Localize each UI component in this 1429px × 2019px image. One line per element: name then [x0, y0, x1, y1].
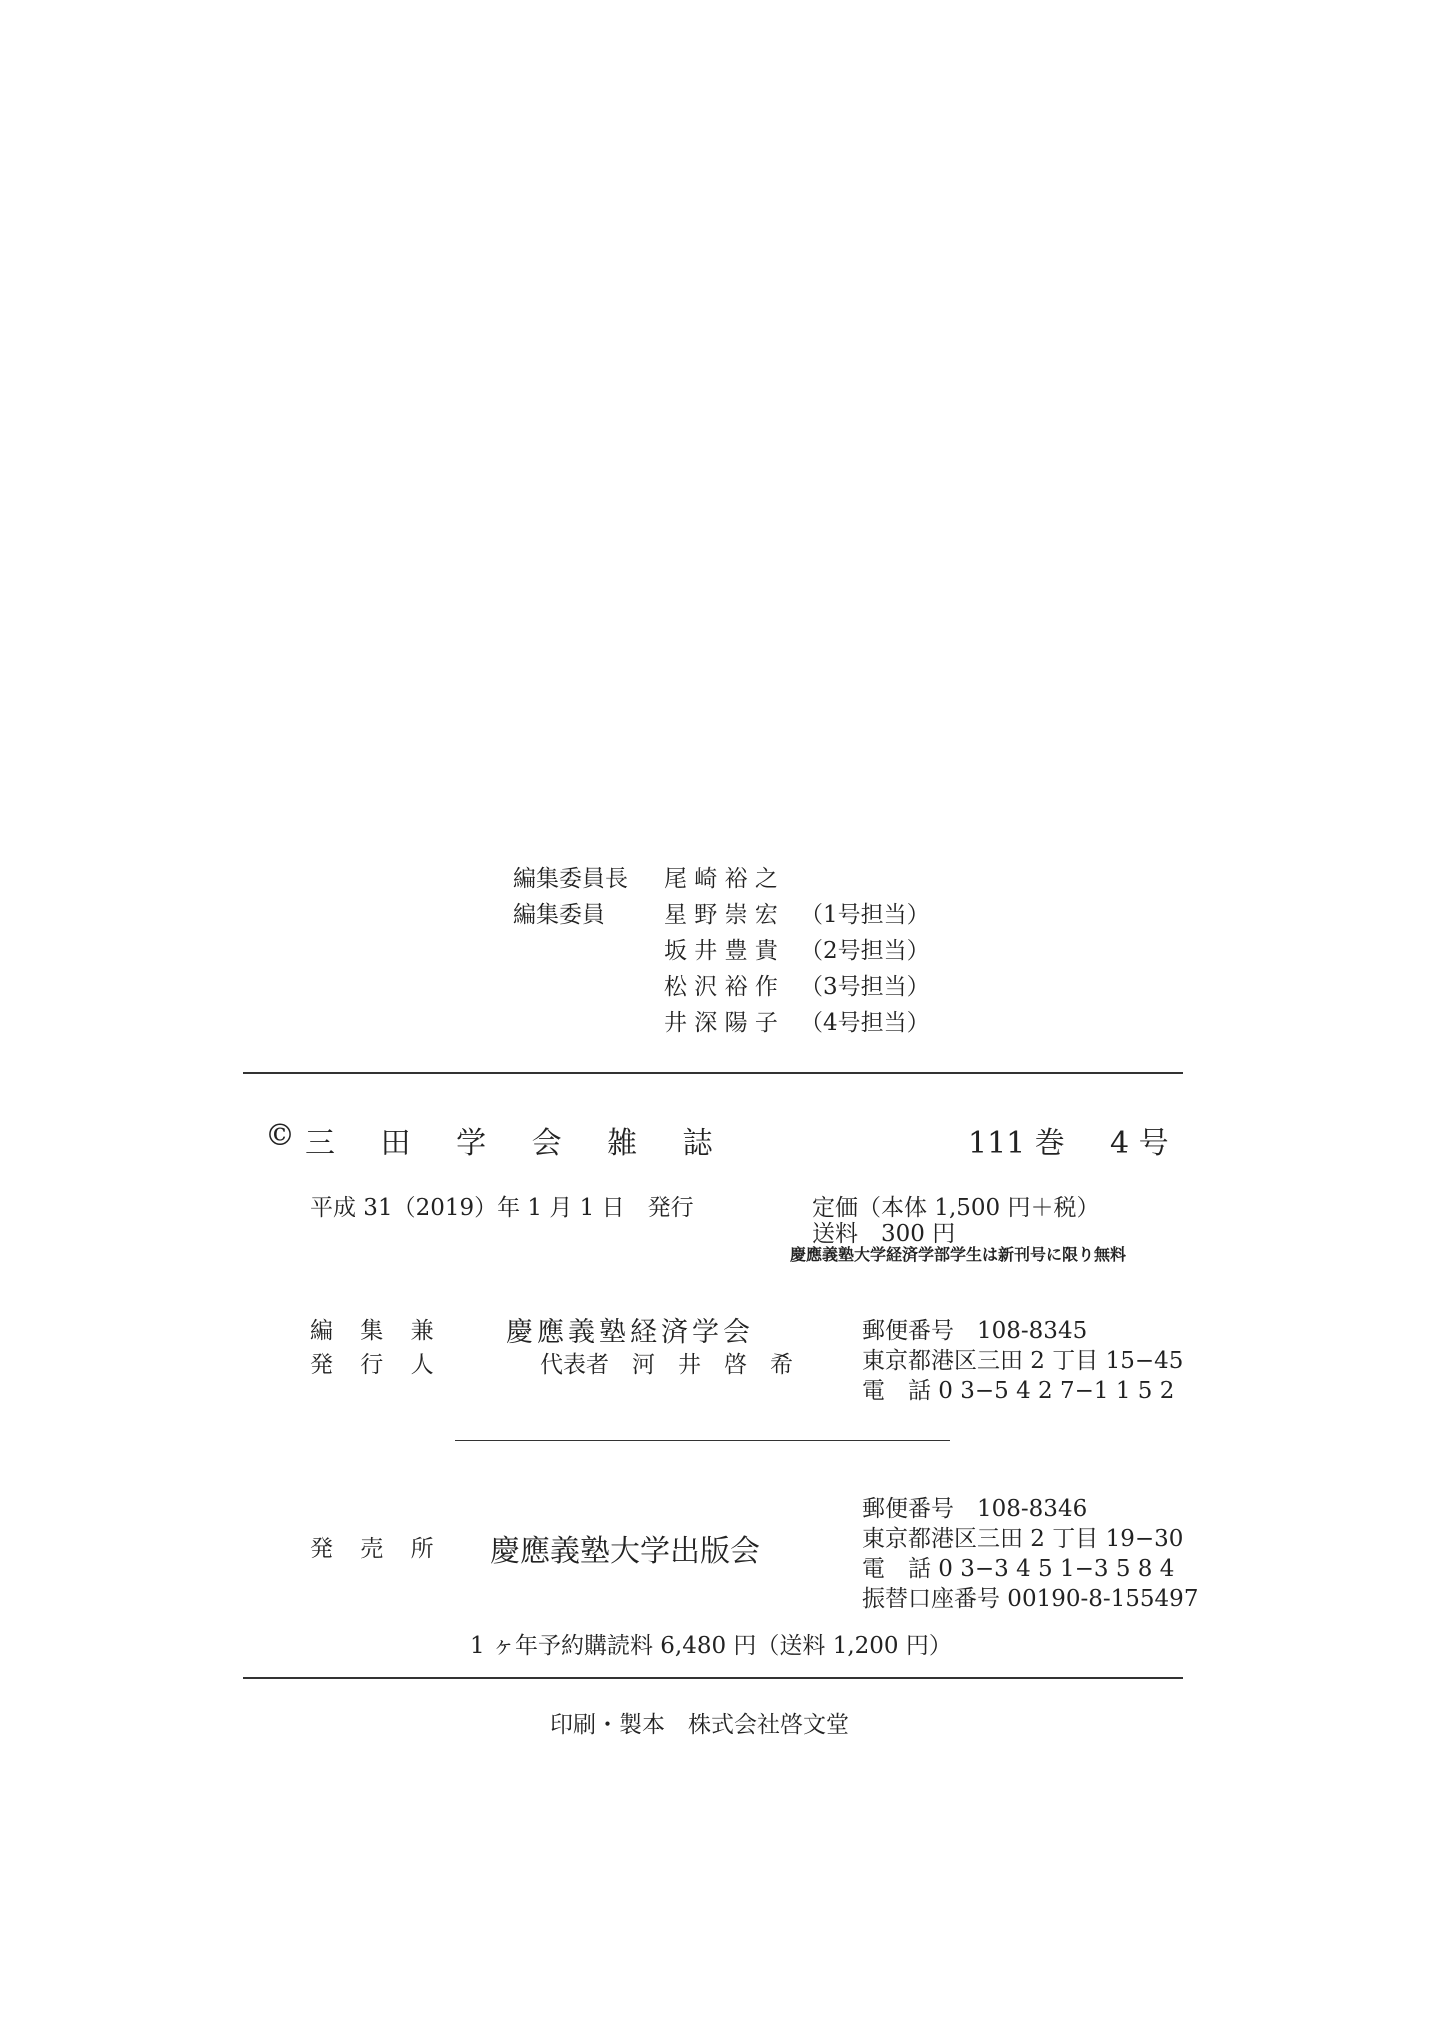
editor-name: 坂 井 豊 貴	[664, 938, 778, 964]
seller-postal-code: 郵便番号 108-8346	[862, 1496, 1088, 1522]
editor-name: 松 沢 裕 作	[664, 974, 778, 1000]
editor-publisher-label: 発 行 人	[310, 1352, 444, 1378]
society-phone: 電 話 0 3−5 4 2 7−1 1 5 2	[862, 1378, 1175, 1404]
student-note: 慶應義塾大学経済学部学生は新刊号に限り無料	[790, 1245, 1127, 1264]
society-name: 慶應義塾経済学会	[506, 1317, 754, 1348]
postage: 送料 300 円	[812, 1221, 956, 1247]
copyright-symbol: ©	[265, 1118, 295, 1153]
seller-phone: 電 話 0 3−3 4 5 1−3 5 8 4	[862, 1556, 1175, 1582]
chief-editor-label: 編集委員長	[513, 866, 628, 892]
editor-role: （2号担当）	[800, 938, 930, 964]
printer-credit: 印刷・製本 株式会社啓文堂	[550, 1712, 849, 1738]
society-address: 東京都港区三田 2 丁目 15−45	[862, 1348, 1184, 1374]
society-postal-code: 郵便番号 108-8345	[862, 1318, 1088, 1344]
middle-divider	[455, 1440, 950, 1441]
editor-name: 星 野 崇 宏	[664, 902, 778, 928]
seller-transfer-account: 振替口座番号 00190-8-155497	[862, 1586, 1199, 1612]
editor-publisher-label: 編 集 兼	[310, 1318, 444, 1344]
publish-date: 平成 31（2019）年 1 月 1 日 発行	[310, 1195, 694, 1221]
seller-label: 発 売 所	[310, 1536, 444, 1562]
editor-role: （4号担当）	[800, 1010, 930, 1036]
subscription-fee: 1 ヶ年予約購読料 6,480 円（送料 1,200 円）	[470, 1633, 952, 1659]
issue-number: 4 号	[1110, 1126, 1169, 1161]
editor-role: （1号担当）	[800, 902, 930, 928]
price: 定価（本体 1,500 円＋税）	[812, 1195, 1100, 1221]
chief-editor-name: 尾 崎 裕 之	[664, 866, 778, 892]
editor-role: （3号担当）	[800, 974, 930, 1000]
editors-label: 編集委員	[513, 902, 605, 928]
representative: 代表者 河 井 啓 希	[540, 1352, 793, 1378]
volume-number: 111 巻	[968, 1126, 1065, 1161]
seller-address: 東京都港区三田 2 丁目 19−30	[862, 1526, 1184, 1552]
bottom-divider	[243, 1677, 1183, 1679]
editor-name: 井 深 陽 子	[664, 1010, 778, 1036]
journal-title: 三 田 学 会 雑 誌	[305, 1126, 731, 1161]
top-divider	[243, 1072, 1183, 1074]
seller-name: 慶應義塾大学出版会	[490, 1534, 760, 1569]
